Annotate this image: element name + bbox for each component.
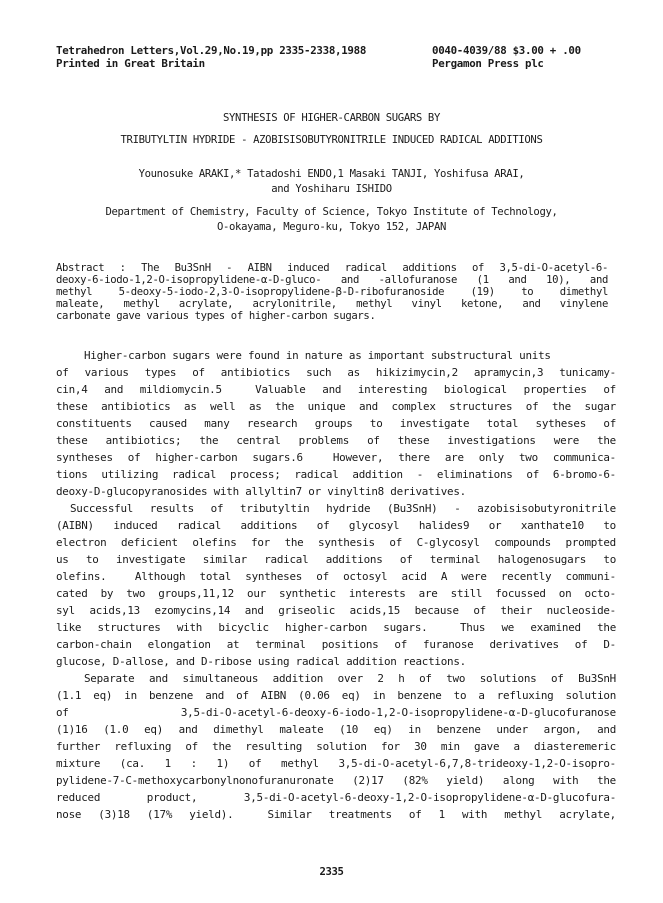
journal-citation: Tetrahedron Letters,Vol.29,No.19,pp 2335-2338,1988 [56,44,367,57]
body-line: syl acids,13 ezomycins,14 and griseolic acids,15 because of their nucleoside- [56,604,616,617]
body-line: cin,4 and mildiomycin.5 Valuable and interesting biological properties of [56,383,616,396]
body-line: of various types of antibiotics such as hikizimycin,2 apramycin,3 tunicamy- [56,366,616,379]
authors-line-2: and Yoshiharu ISHIDO [271,183,392,195]
abstract-line: Abstract : The Bu3SnH - AIBN induced radical additions of 3,5-di-O-acetyl-6- [56,262,608,274]
body-line: constituents caused many research groups to investigate total sytheses of [56,417,616,430]
body-line: glucose, D-allose, and D-ribose using radical addition reactions. [56,655,466,668]
body-line: Separate and simultaneous addition over 2 h of two solutions of Bu3SnH [84,672,616,685]
body-line: pylidene-7-C-methoxycarbonylnonofuranuronate (2)17 (82% yield) along with the [56,774,616,787]
body-line: olefins. Although total syntheses of octosyl acid A were recently communi- [56,570,616,583]
abstract-line: deoxy-6-iodo-1,2-O-isopropylidene-α-D-gluco- and -allofuranose (1 and 10), and [56,274,608,286]
body-line: like structures with bicyclic higher-carbon sugars. Thus we examined the [56,621,616,634]
body-line: electron deficient olefins for the synthesis of C-glycosyl compounds prompted [56,536,616,549]
body-line: cated by two groups,11,12 our synthetic interests are still focussed on octo- [56,587,616,600]
body-line: of 3,5-di-O-acetyl-6-deoxy-6-iodo-1,2-O-isopropylidene-α-D-glucofuranose [56,706,616,719]
body-line: these antibiotics as well as the unique and complex structures of the sugar [56,400,616,413]
abstract-line: methyl 5-deoxy-5-iodo-2,3-O-isopropylidene-β-D-ribofuranoside (19) to dimethyl [56,286,608,298]
publisher: Pergamon Press plc [432,57,544,70]
printed-in-line: Printed in Great Britain [56,57,205,70]
body-line: these antibiotics; the central problems of these investigations were the [56,434,616,447]
body-line: (AIBN) induced radical additions of glycosyl halides9 or xanthate10 to [56,519,616,532]
body-line: Higher-carbon sugars were found in nature as important substructural units [84,349,551,362]
body-line: carbon-chain elongation at terminal positions of furanose derivatives of D- [56,638,616,651]
affiliation-line-2: O-okayama, Meguro-ku, Tokyo 152, JAPAN [216,221,447,233]
body-line: reduced product, 3,5-di-O-acetyl-6-deoxy-1,2-O-isopropylidene-α-D-glucofura- [56,791,616,804]
article-title-line-2: TRIBUTYLTIN HYDRIDE - AZOBISISOBUTYRONITRILE INDUCED RADICAL ADDITIONS [120,134,543,146]
body-line: further refluxing of the resulting solution for 30 min gave a diasteremeric [56,740,616,753]
affiliation-line-1: Department of Chemistry, Faculty of Science, Tokyo Institute of Technology, [105,206,558,218]
body-line: nose (3)18 (17% yield). Similar treatments of 1 with methyl acrylate, [56,808,616,821]
price-code: 0040-4039/88 $3.00 + .00 [432,44,581,57]
body-line: syntheses of higher-carbon sugars.6 However, there are only two communica- [56,451,616,464]
body-line: mixture (ca. 1 : 1) of methyl 3,5-di-O-acetyl-6,7,8-trideoxy-1,2-O-isopro- [56,757,616,770]
body-line: tions utilizing radical process; radical addition - eliminations of 6-bromo-6- [56,468,616,481]
article-title-line-1: SYNTHESIS OF HIGHER-CARBON SUGARS BY [222,112,440,124]
body-line: deoxy-D-glucopyranosides with allyltin7 or vinyltin8 derivatives. [56,485,466,498]
abstract-line: carbonate gave various types of higher-carbon sugars. [56,310,376,322]
body-line: Successful results of tributyltin hydride (Bu3SnH) - azobisisobutyronitrile [70,502,616,515]
body-line: (1)16 (1.0 eq) and dimethyl maleate (10 eq) in benzene under argon, and [56,723,616,736]
abstract-line: maleate, methyl acrylate, acrylonitrile, methyl vinyl ketone, and vinylene [56,298,608,310]
body-line: us to investigate similar radical additions of terminal halogenosugars to [56,553,616,566]
authors-line-1: Younosuke ARAKI,* Tatadoshi ENDO,1 Masaki TANJI, Yoshifusa ARAI, [138,168,525,180]
page-number: 2335 [319,866,344,878]
body-line: (1.1 eq) in benzene and of AIBN (0.06 eq) in benzene to a refluxing solution [56,689,616,702]
